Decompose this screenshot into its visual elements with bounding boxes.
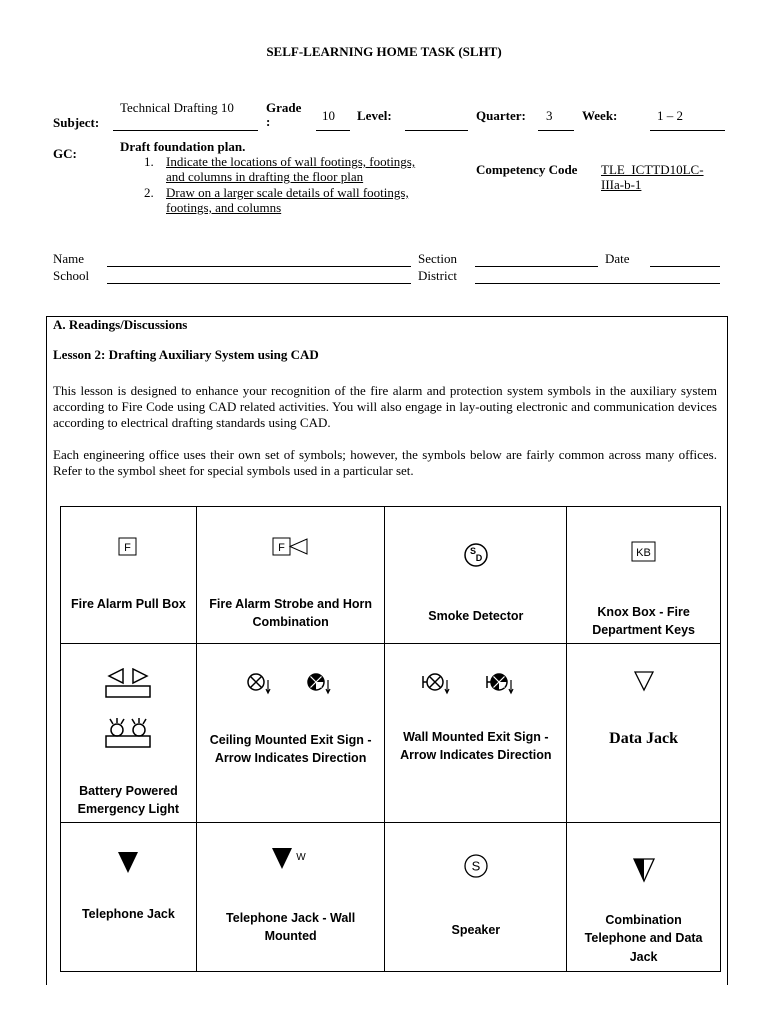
telephone-wall-label-2: Mounted (264, 929, 317, 943)
smoke-glyph-d: D (475, 553, 483, 563)
school-label: School (53, 268, 90, 283)
ceiling-exit-label-1: Ceiling Mounted Exit Sign - (209, 733, 372, 747)
battery-light-label-1: Battery Powered (79, 784, 178, 798)
intro-paragraph: This lesson is designed to enhance your recognition of the fire alarm and protection system symbols in the auxiliary system according to Fire Code using CAD related activities. You will also engage in lay-outing electronic and communication devices according to electrical drafting standards using CAD. (53, 383, 717, 430)
quarter-line (538, 130, 574, 131)
subject-line (113, 130, 258, 131)
lesson-title: Lesson 2: Drafting Auxiliary System using CAD (53, 347, 319, 362)
table-row (61, 644, 721, 823)
knox-box-label-1: Knox Box - Fire (597, 605, 690, 619)
wall-exit-label-2: Arrow Indicates Direction (400, 748, 552, 762)
date-label: Date (605, 251, 630, 266)
cell-knox-box (567, 507, 721, 644)
gc-item-1-num: 1. (144, 154, 154, 169)
table-row (61, 823, 721, 972)
gc-label: GC: (53, 146, 77, 161)
cell-combo-jack (567, 823, 721, 972)
wall-exit-icon (385, 672, 566, 696)
grade-line (316, 130, 350, 131)
gc-item-2-line2: footings, and columns (166, 200, 282, 215)
level-line (405, 130, 468, 131)
level-label: Level: (357, 108, 392, 123)
gc-item-1-line2: and columns in drafting the floor plan (166, 169, 364, 184)
speaker-icon (385, 853, 566, 879)
week-value: 1 – 2 (657, 108, 683, 123)
knox-box-label-2: Department Keys (592, 623, 696, 637)
smoke-detector-label: Smoke Detector (428, 609, 524, 623)
pull-box-glyph: F (124, 542, 132, 554)
table-row (61, 507, 721, 644)
symbol-table (60, 506, 721, 972)
subject-value: Technical Drafting 10 (120, 100, 234, 115)
subject-label: Subject: (53, 115, 100, 130)
telephone-jack-label: Telephone Jack (81, 907, 175, 921)
fire-alarm-pull-box-label: Fire Alarm Pull Box (70, 597, 186, 611)
cell-strobe-horn (196, 507, 385, 644)
strobe-horn-label-1: Fire Alarm Strobe and Horn (209, 597, 373, 611)
district-field[interactable] (475, 283, 720, 284)
ceiling-exit-icon (197, 672, 385, 696)
page-title: SELF-LEARNING HOME TASK (SLHT) (266, 44, 502, 59)
grade-label: Grade (266, 100, 302, 115)
section-heading: A. Readings/Discussions (53, 317, 188, 332)
gc-item-1-line1: Indicate the locations of wall footings, footings, (166, 154, 416, 169)
grade-colon: : (266, 114, 271, 129)
cell-ceiling-exit (196, 644, 385, 823)
strobe-horn-label-2: Combination (252, 615, 329, 629)
competency-code-line1: TLE_ICTTD10LC- (601, 162, 704, 177)
speaker-glyph: S (471, 858, 481, 874)
battery-light-label-2: Emergency Light (77, 802, 180, 816)
battery-light-icon (61, 668, 196, 758)
competency-code-line2: IIIa-b-1 (601, 177, 642, 192)
fire-alarm-pull-box-icon (61, 537, 196, 557)
combo-jack-label-1: Combination (605, 913, 682, 927)
knox-box-icon (567, 541, 720, 563)
cell-telephone-wall (196, 823, 385, 972)
section-label: Section (418, 251, 457, 266)
knox-glyph: KB (635, 547, 651, 559)
gc-title: Draft foundation plan. (120, 139, 246, 154)
combo-jack-label-2: Telephone and Data (584, 931, 703, 945)
week-line (650, 130, 725, 131)
data-jack-label: Data Jack (609, 730, 679, 747)
smoke-glyph-s: S (469, 546, 476, 556)
cell-smoke-detector (385, 507, 567, 644)
school-field[interactable] (107, 283, 411, 284)
cell-data-jack (567, 644, 721, 823)
smoke-detector-icon (385, 542, 566, 568)
week-label: Week: (582, 108, 618, 123)
speaker-label: Speaker (451, 923, 501, 937)
name-field[interactable] (107, 266, 411, 267)
telephone-wall-glyph: W (295, 852, 306, 863)
cell-speaker (385, 823, 567, 972)
combo-jack-label-3: Jack (629, 950, 658, 964)
section-field[interactable] (475, 266, 598, 267)
cell-battery-light (61, 644, 197, 823)
combo-jack-icon (567, 857, 720, 883)
cell-fire-alarm-pull-box (61, 507, 197, 644)
cell-wall-exit (385, 644, 567, 823)
district-label: District (418, 268, 457, 283)
strobe-glyph: F (277, 542, 285, 554)
data-jack-icon (567, 670, 720, 692)
quarter-label: Quarter: (476, 108, 526, 123)
name-label: Name (53, 251, 85, 266)
date-field[interactable] (650, 266, 720, 267)
telephone-wall-icon (197, 847, 385, 873)
gc-item-2-num: 2. (144, 185, 154, 200)
cell-telephone-jack (61, 823, 197, 972)
ceiling-exit-label-2: Arrow Indicates Direction (214, 751, 367, 765)
wall-exit-label-1: Wall Mounted Exit Sign - (403, 730, 549, 744)
strobe-horn-icon (197, 537, 385, 557)
gc-item-2-line1: Draw on a larger scale details of wall footings, (166, 185, 409, 200)
symbols-paragraph: Each engineering office uses their own set of symbols; however, the symbols below are fairly common across many offices. Refer to the symbol sheet for special symbols used in a particular set. (53, 447, 717, 478)
telephone-wall-label-1: Telephone Jack - Wall (226, 911, 356, 925)
quarter-value: 3 (546, 108, 553, 123)
grade-value: 10 (322, 108, 335, 123)
telephone-jack-icon (61, 851, 196, 875)
competency-label: Competency Code (476, 162, 578, 177)
